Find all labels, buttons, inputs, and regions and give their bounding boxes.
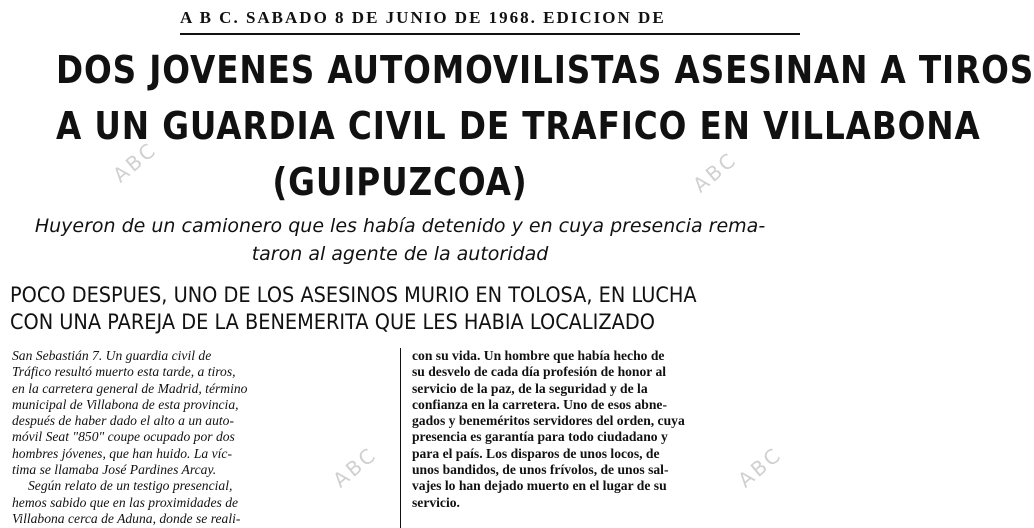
article-line: tima se llamaba José Pardines Arcay. — [12, 462, 217, 478]
article-line: hombres jóvenes, que han huido. La víc- — [12, 445, 232, 461]
watermark-abc: ABC — [108, 136, 162, 188]
subheadline-line-1: Huyeron de un camionero que les había detenido y en cuya presencia rema- — [34, 215, 766, 237]
article-line: Tráfico resultó muerto esta tarde, a tiros, — [12, 364, 236, 380]
deck-headline — [10, 282, 737, 336]
headline-line-3: (GUIPUZCOA) — [272, 160, 528, 204]
watermark-abc: ABC — [328, 441, 382, 493]
article-line: vajes lo han dejado muerto en el lugar de su — [412, 478, 667, 494]
article-line: su desvelo de cada día profesión de honor al — [412, 364, 667, 380]
headline-line-2: A UN GUARDIA CIVIL DE TRAFICO EN VILLABONA — [56, 104, 981, 148]
subheadline — [10, 212, 790, 268]
article-line: servicio de la paz, de la seguridad y de la — [412, 380, 648, 396]
article-line: unos bandidos, de unos frívolos, de unos sal- — [412, 462, 669, 478]
article-line: después de haber dado el alto a un auto- — [12, 413, 235, 429]
headline-line-1: DOS JOVENES AUTOMOVILISTAS ASESINAN A TIROS — [56, 48, 1034, 92]
article-line: con su vida. Un hombre que había hecho de — [412, 348, 665, 363]
masthead: A B C. SABADO 8 DE JUNIO DE 1968. EDICION DE — [180, 8, 666, 27]
column-divider — [400, 348, 401, 528]
article-column-left — [12, 348, 392, 527]
article-line: Villabona cerca de Aduna, donde se reali- — [12, 510, 241, 526]
subheadline-line-2: taron al agente de la autoridad — [251, 243, 549, 265]
watermark-abc: ABC — [688, 146, 742, 198]
article-line: confianza en la carretera. Uno de esos abne- — [412, 396, 667, 412]
deck-line-1: POCO DESPUES, UNO DE LOS ASESINOS MURIO EN TOLOSA, EN LUCHA — [10, 283, 697, 307]
article-line: Según relato de un testigo presencial, — [28, 478, 233, 494]
masthead-rule — [180, 33, 800, 35]
article-line: presencia es garantía para todo ciudadano y — [412, 429, 668, 445]
article-line: municipal de Villabona de esta provincia, — [12, 396, 239, 412]
deck-line-2: CON UNA PAREJA DE LA BENEMERITA QUE LES HABIA LOCALIZADO — [10, 310, 655, 334]
article-line: en la carretera general de Madrid, término — [12, 380, 248, 396]
article-line: gados y beneméritos servidores del orden, cuya — [412, 413, 685, 429]
article-line: hemos sabido que en las proximidades de — [12, 494, 239, 510]
article-line: San Sebastián 7. Un guardia civil de — [12, 348, 212, 363]
article-line: para el país. Los disparos de unos locos, de — [412, 445, 660, 461]
article-line: móvil Seat "850" coupe ocupado por dos — [12, 429, 235, 445]
headline — [56, 42, 1034, 210]
watermark-abc: ABC — [733, 441, 787, 493]
article-column-right — [412, 348, 794, 511]
article-line: servicio. — [412, 494, 460, 510]
